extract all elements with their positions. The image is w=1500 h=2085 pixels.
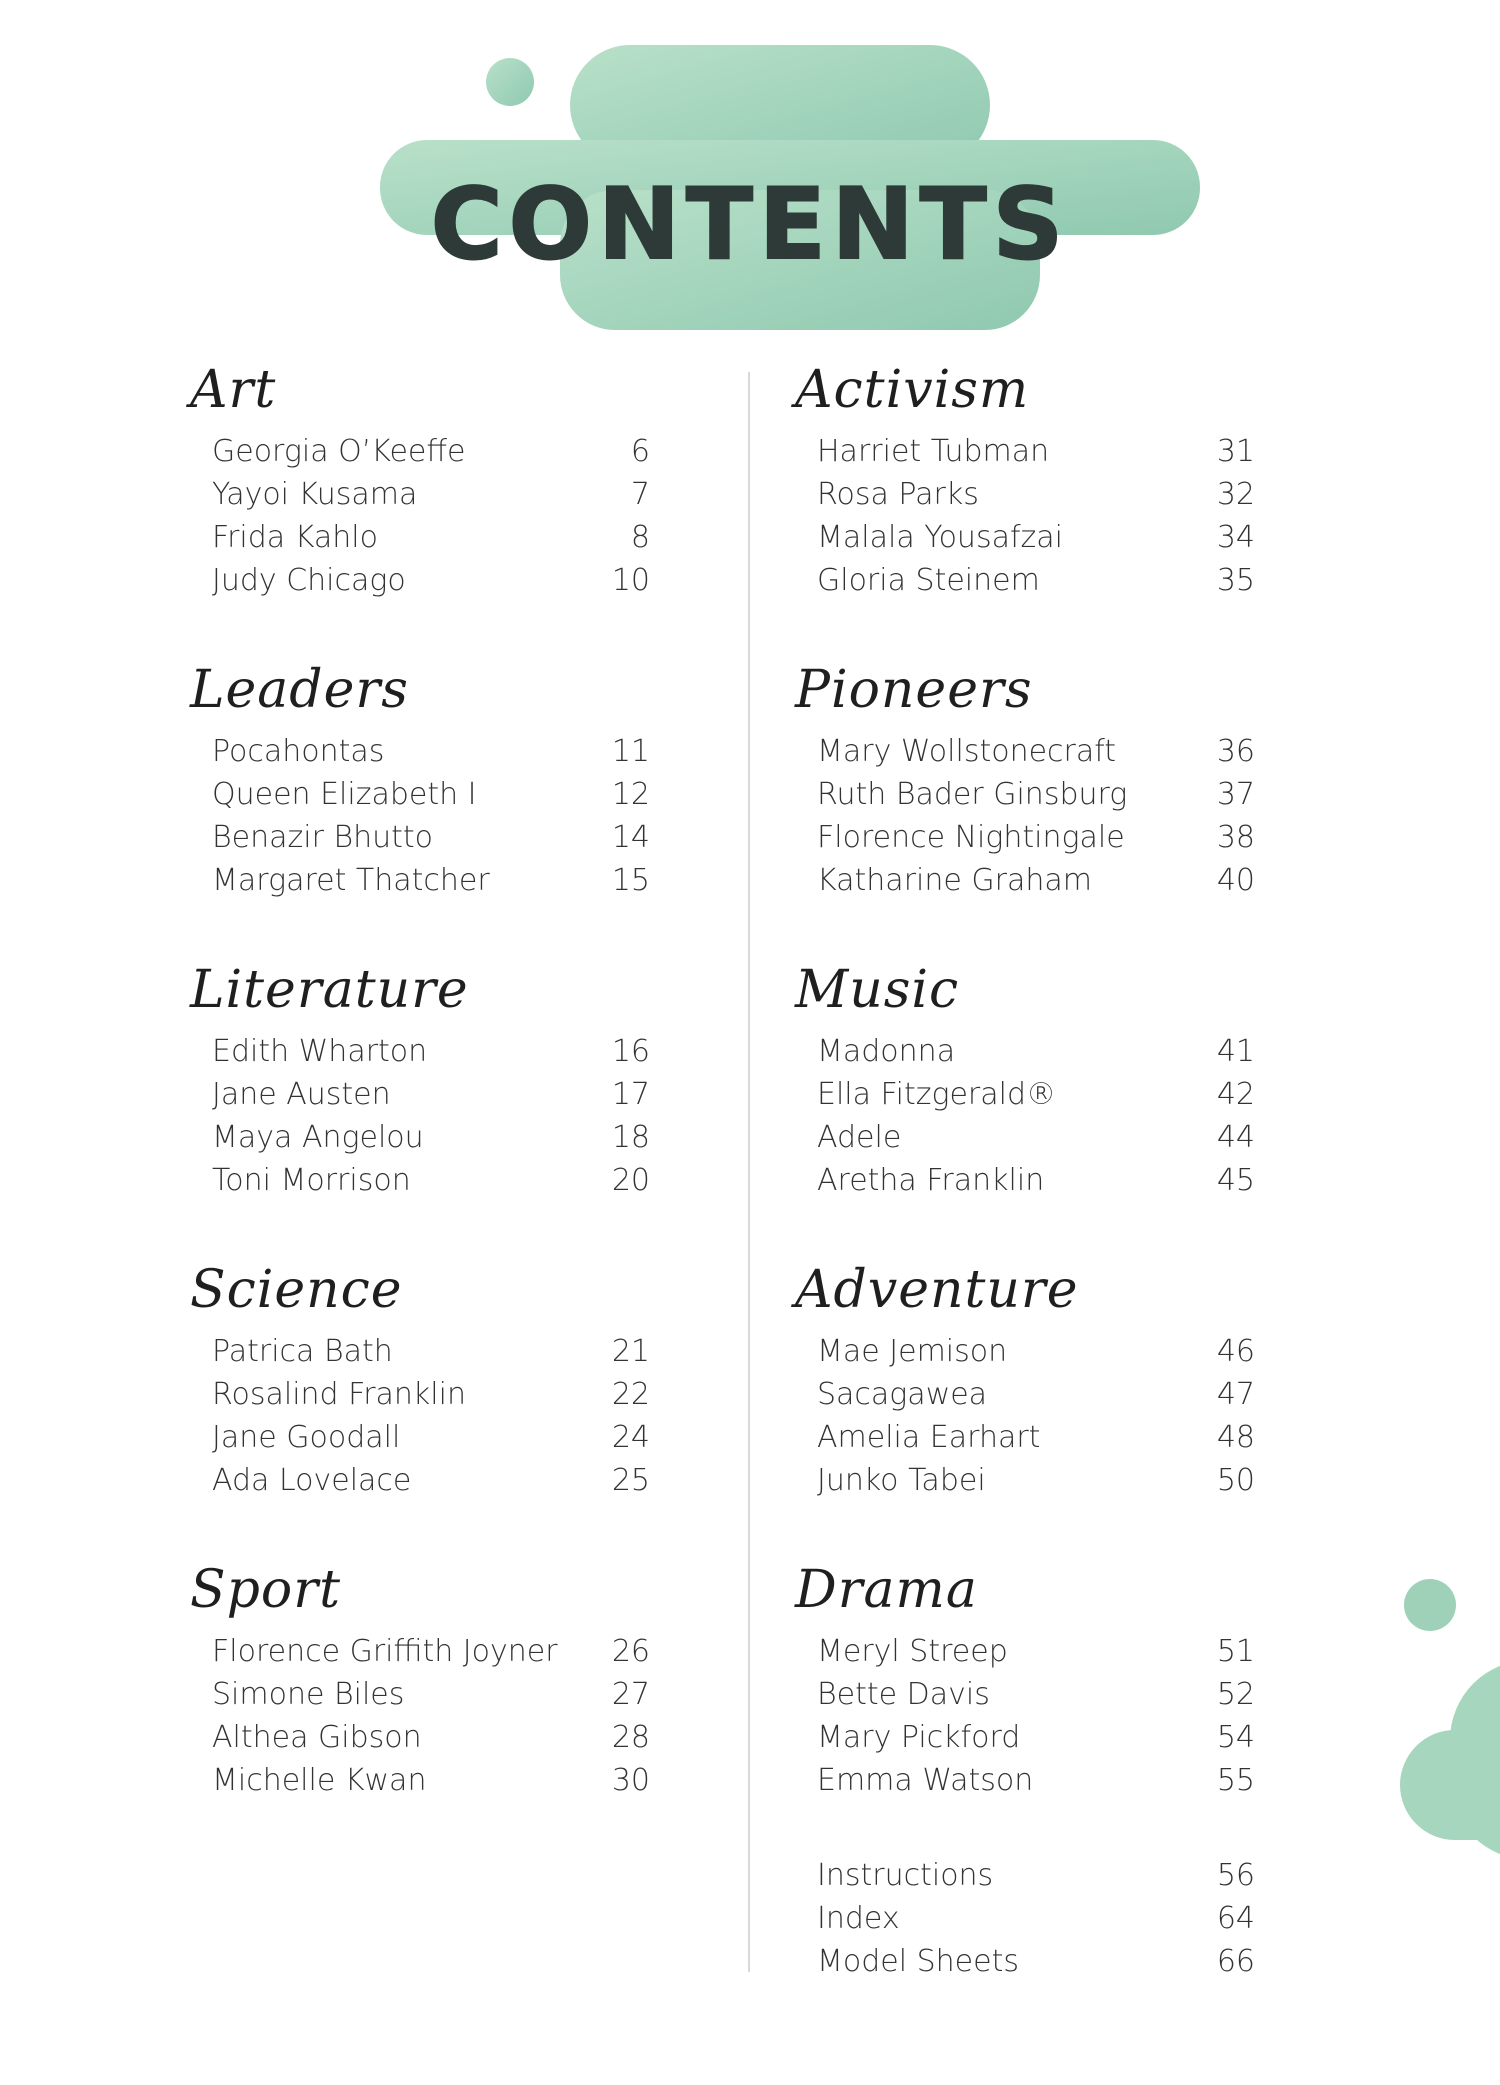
entry-name: Ruth Bader Ginsburg: [817, 777, 1128, 812]
left-column: [190, 350, 670, 1850]
entry-name: Adele: [817, 1120, 902, 1155]
toc-entry[interactable]: [795, 1330, 1275, 1373]
toc-entry[interactable]: [795, 1373, 1275, 1416]
toc-entry[interactable]: [190, 516, 670, 559]
entry-page-number: 66: [1216, 1944, 1255, 1979]
entry-name: Georgia O’Keeffe: [212, 434, 466, 469]
entry-page-number: 47: [1216, 1377, 1255, 1412]
entry-page-number: 36: [1216, 734, 1255, 769]
toc-entry[interactable]: [795, 1673, 1275, 1716]
toc-entry[interactable]: [795, 730, 1275, 773]
entry-page-number: 22: [611, 1377, 650, 1412]
column-divider: [748, 372, 750, 1972]
entry-name: Toni Morrison: [212, 1163, 411, 1198]
entry-name: Florence Griffith Joyner: [212, 1634, 558, 1669]
entry-page-number: 46: [1216, 1334, 1255, 1369]
section-heading: Pioneers: [795, 660, 1033, 720]
entry-name: Jane Goodall: [212, 1420, 401, 1455]
toc-entry[interactable]: [795, 1630, 1275, 1673]
entry-name: Mary Wollstonecraft: [817, 734, 1117, 769]
entry-name: Althea Gibson: [212, 1720, 422, 1755]
entry-name: Sacagawea: [817, 1377, 988, 1412]
entry-name: Rosa Parks: [817, 477, 979, 512]
entry-page-number: 30: [611, 1763, 650, 1798]
toc-entry[interactable]: [795, 1459, 1275, 1502]
toc-entry[interactable]: [190, 730, 670, 773]
entry-name: Simone Biles: [212, 1677, 405, 1712]
toc-entry[interactable]: [795, 473, 1275, 516]
entry-page-number: 48: [1216, 1420, 1255, 1455]
toc-entry[interactable]: [190, 1159, 670, 1202]
entry-page-number: 21: [611, 1334, 650, 1369]
toc-entry[interactable]: [795, 1416, 1275, 1459]
entry-page-number: 44: [1216, 1120, 1255, 1155]
toc-entry[interactable]: [795, 1759, 1275, 1802]
toc-entry[interactable]: [190, 1716, 670, 1759]
entry-page-number: 18: [611, 1120, 650, 1155]
entry-page-number: 26: [611, 1634, 650, 1669]
entry-name: Emma Watson: [817, 1763, 1034, 1798]
entry-page-number: 6: [630, 434, 650, 469]
entry-name: Pocahontas: [212, 734, 385, 769]
entry-page-number: 8: [630, 520, 650, 555]
entry-page-number: 41: [1216, 1034, 1255, 1069]
section-heading: Drama: [795, 1560, 978, 1620]
toc-entry[interactable]: [190, 1116, 670, 1159]
entry-name: Margaret Thatcher: [212, 863, 490, 898]
toc-entry[interactable]: [190, 1673, 670, 1716]
section-heading: Adventure: [795, 1260, 1079, 1320]
section-heading: Art: [190, 360, 277, 420]
entry-name: Bette Davis: [817, 1677, 990, 1712]
entry-page-number: 52: [1216, 1677, 1255, 1712]
entry-name: Mae Jemison: [817, 1334, 1008, 1369]
entry-page-number: 7: [630, 477, 650, 512]
section-heading: Leaders: [190, 660, 409, 720]
toc-entry[interactable]: [190, 859, 670, 902]
entry-name: Edith Wharton: [212, 1034, 428, 1069]
entry-name: Junko Tabei: [817, 1463, 986, 1498]
entry-page-number: 34: [1216, 520, 1255, 555]
section-heading: Music: [795, 960, 960, 1020]
page-title: CONTENTS: [430, 168, 1070, 282]
section-leaders: [190, 650, 670, 950]
toc-entry[interactable]: [190, 1073, 670, 1116]
section-art: [190, 350, 670, 650]
section-pioneers: [795, 650, 1275, 950]
entry-name: Malala Yousafzai: [817, 520, 1063, 555]
entry-name: Benazir Bhutto: [212, 820, 434, 855]
toc-entry[interactable]: [190, 1416, 670, 1459]
toc-entry[interactable]: [795, 1073, 1275, 1116]
entry-name: Index: [817, 1901, 900, 1936]
entry-page-number: 40: [1216, 863, 1255, 898]
entry-page-number: 27: [611, 1677, 650, 1712]
entry-name: Jane Austen: [212, 1077, 391, 1112]
entry-page-number: 42: [1216, 1077, 1255, 1112]
entry-page-number: 37: [1216, 777, 1255, 812]
toc-entry-model-sheets[interactable]: [795, 1940, 1275, 1983]
section-sport: [190, 1550, 670, 1850]
entry-page-number: 14: [611, 820, 650, 855]
toc-entry[interactable]: [190, 816, 670, 859]
entry-name: Florence Nightingale: [817, 820, 1125, 855]
section-activism: [795, 350, 1275, 650]
entry-name: Gloria Steinem: [817, 563, 1040, 598]
entry-name: Frida Kahlo: [212, 520, 378, 555]
toc-entry[interactable]: [795, 859, 1275, 902]
entry-page-number: 32: [1216, 477, 1255, 512]
entry-page-number: 17: [611, 1077, 650, 1112]
entry-page-number: 35: [1216, 563, 1255, 598]
entry-name: Amelia Earhart: [817, 1420, 1041, 1455]
entry-page-number: 54: [1216, 1720, 1255, 1755]
side-cloud-decoration: [1390, 1560, 1500, 1880]
entry-page-number: 12: [611, 777, 650, 812]
toc-entry[interactable]: [795, 1030, 1275, 1073]
entry-page-number: 11: [611, 734, 650, 769]
entry-page-number: 38: [1216, 820, 1255, 855]
entry-page-number: 50: [1216, 1463, 1255, 1498]
toc-entry[interactable]: [190, 1630, 670, 1673]
section-music: [795, 950, 1275, 1250]
entry-name: Harriet Tubman: [817, 434, 1050, 469]
toc-entry[interactable]: [190, 1330, 670, 1373]
toc-entry-instructions[interactable]: [795, 1854, 1275, 1897]
entry-name: Meryl Streep: [817, 1634, 1008, 1669]
entry-name: Judy Chicago: [212, 563, 406, 598]
toc-entry[interactable]: [795, 1159, 1275, 1202]
entry-page-number: 45: [1216, 1163, 1255, 1198]
entry-page-number: 31: [1216, 434, 1255, 469]
entry-name: Queen Elizabeth I: [212, 777, 477, 812]
toc-entry[interactable]: [795, 773, 1275, 816]
section-adventure: [795, 1250, 1275, 1550]
entry-page-number: 15: [611, 863, 650, 898]
entry-name: Patrica Bath: [212, 1334, 393, 1369]
entry-page-number: 24: [611, 1420, 650, 1455]
section-heading: Sport: [190, 1560, 341, 1620]
toc-entry[interactable]: [795, 559, 1275, 602]
entry-page-number: 51: [1216, 1634, 1255, 1669]
toc-entry-index[interactable]: [795, 1897, 1275, 1940]
entry-page-number: 55: [1216, 1763, 1255, 1798]
entry-name: Michelle Kwan: [212, 1763, 427, 1798]
toc-entry[interactable]: [795, 1116, 1275, 1159]
entry-page-number: 28: [611, 1720, 650, 1755]
toc-entry[interactable]: [795, 516, 1275, 559]
entry-name: Madonna: [817, 1034, 956, 1069]
toc-entry[interactable]: [190, 1459, 670, 1502]
section-science: [190, 1250, 670, 1550]
entry-name: Model Sheets: [817, 1944, 1019, 1979]
entry-name: Aretha Franklin: [817, 1163, 1045, 1198]
back-matter-list: [795, 1854, 1275, 1983]
toc-entry[interactable]: [795, 1716, 1275, 1759]
section-heading: Science: [190, 1260, 403, 1320]
toc-entry[interactable]: [190, 430, 670, 473]
entry-name: Katharine Graham: [817, 863, 1092, 898]
entry-name: Ada Lovelace: [212, 1463, 412, 1498]
entry-name: Ella Fitzgerald®: [817, 1077, 1057, 1112]
toc-entry[interactable]: [190, 473, 670, 516]
entry-name: Yayoi Kusama: [212, 477, 418, 512]
toc-entry[interactable]: [795, 430, 1275, 473]
toc-entry[interactable]: [795, 816, 1275, 859]
section-drama: [795, 1550, 1275, 1850]
section-heading: Activism: [795, 360, 1030, 420]
section-heading: Literature: [190, 960, 469, 1020]
toc-entry[interactable]: [190, 773, 670, 816]
entry-page-number: 20: [611, 1163, 650, 1198]
entry-name: Instructions: [817, 1858, 994, 1893]
entry-page-number: 64: [1216, 1901, 1255, 1936]
toc-entry[interactable]: [190, 1759, 670, 1802]
entry-page-number: 56: [1216, 1858, 1255, 1893]
entry-page-number: 10: [611, 563, 650, 598]
entry-name: Mary Pickford: [817, 1720, 1021, 1755]
toc-entry[interactable]: [190, 1030, 670, 1073]
right-column: [795, 350, 1275, 1983]
toc-entry[interactable]: [190, 559, 670, 602]
entry-name: Maya Angelou: [212, 1120, 424, 1155]
entry-page-number: 25: [611, 1463, 650, 1498]
entry-page-number: 16: [611, 1034, 650, 1069]
toc-entry[interactable]: [190, 1373, 670, 1416]
section-literature: [190, 950, 670, 1250]
entry-name: Rosalind Franklin: [212, 1377, 466, 1412]
